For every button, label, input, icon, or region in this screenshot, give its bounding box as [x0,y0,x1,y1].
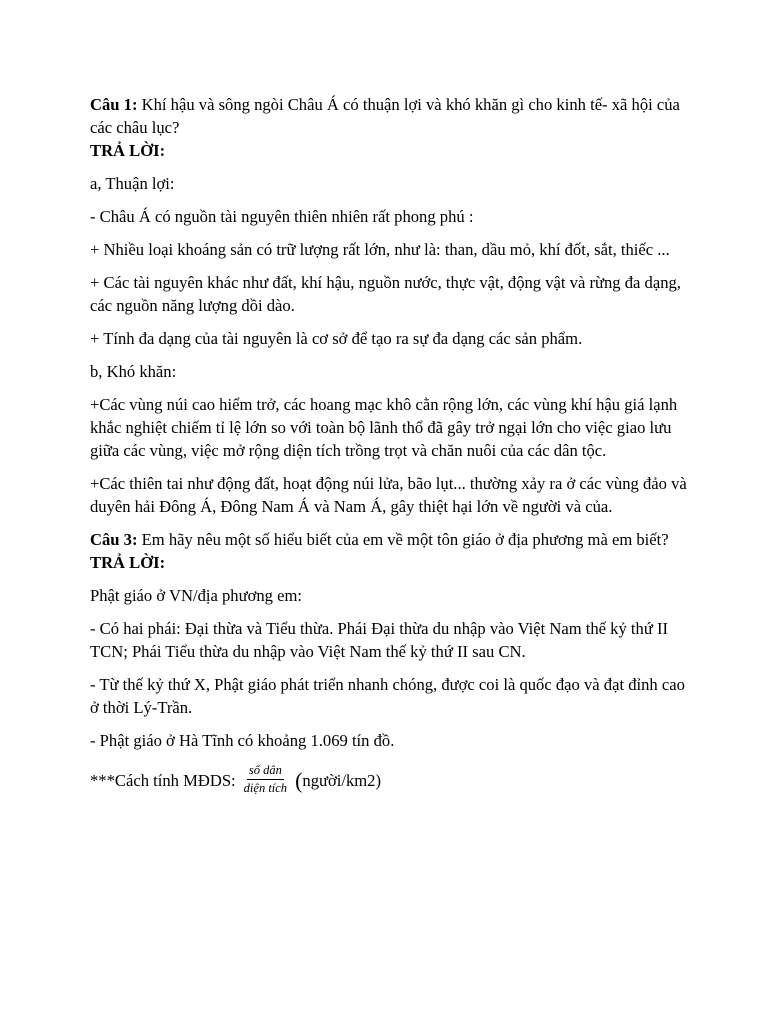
paragraph-buddhism-heading: Phật giáo ở VN/địa phương em: [90,586,302,605]
formula-fraction [242,763,289,796]
formula-prefix: ***Cách tính MĐDS: [90,771,236,790]
paragraph-diversity: + Tính đa dạng của tài nguyên là cơ sở để tạo ra sự đa dạng các sản phẩm. [90,329,583,348]
answer-3-label: TRẢ LỜI: [90,553,166,572]
question-3 [90,528,688,551]
formula-unit: người/km2) [302,771,382,790]
paragraph-ha-tinh: - Phật giáo ở Hà Tĩnh có khoảng 1.069 tín đồ. [90,731,395,750]
paragraph-other-resources: + Các tài nguyên khác như đất, khí hậu, nguồn nước, thực vật, động vật và rừng đa dạng, các nguồn năng lượng dồi dào. [90,273,681,315]
paragraph-advantages-heading: a, Thuận lợi: [90,174,175,193]
paragraph-minerals: + Nhiều loại khoáng sản có trữ lượng rất lớn, như là: than, dầu mỏ, khí đốt, sắt, thiếc ... [90,240,670,259]
paragraph-10th-century: - Từ thế kỷ thứ X, Phật giáo phát triển nhanh chóng, được coi là quốc đạo và đạt đỉnh cao ở thời Lý-Trần. [90,675,685,717]
paragraph-resources: - Châu Á có nguồn tài nguyên thiên nhiên rất phong phú : [90,207,474,226]
formula-denominator: diện tích [243,781,288,795]
answer-1-label: TRẢ LỜI: [90,141,166,160]
question-3-text: Em hãy nêu một số hiểu biết của em về một tôn giáo ở địa phương mà em biết? [137,530,669,549]
formula-numerator: số dân [247,763,284,780]
paragraph-terrain: +Các vùng núi cao hiểm trở, các hoang mạc khô cằn rộng lớn, các vùng khí hậu giá lạnh khắc nghiệt chiếm tỉ lệ lớn so với toàn bộ lãnh thổ đã gây trở ngại lớn cho việc giao lưu giữa các vùng, việc mở rộng diện tích trồng trọt và chăn nuôi của các dân tộc. [90,395,678,460]
question-1-label: Câu 1: [90,95,138,114]
question-1 [90,93,688,139]
question-3-label: Câu 3: [90,530,138,549]
paragraph-difficulties-heading: b, Khó khăn: [90,362,177,381]
question-1-text: Khí hậu và sông ngòi Châu Á có thuận lợi và khó khăn gì cho kinh tế- xã hội của các châu lục? [90,95,680,137]
paragraph-disasters: +Các thiên tai như động đất, hoạt động núi lửa, bão lụt... thường xảy ra ở các vùng đảo và duyên hải Đông Á, Đông Nam Á và Nam Á, gây thiệt hại lớn về người và của. [90,474,687,516]
density-formula [90,764,688,797]
formula-open-paren: ( [295,767,303,793]
paragraph-two-schools: - Có hai phái: Đại thừa và Tiểu thừa. Phái Đại thừa du nhập vào Việt Nam thế kỷ thứ II TCN; Phái Tiểu thừa du nhập vào Việt Nam thế kỷ thứ II sau CN. [90,619,669,661]
